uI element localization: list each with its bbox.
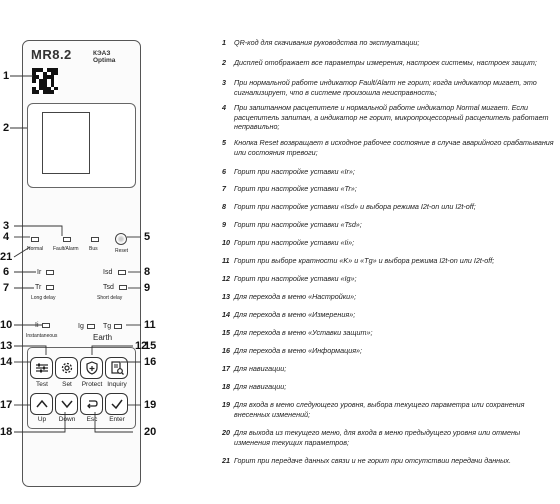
test-button[interactable] (30, 357, 53, 379)
test-label: Test (36, 381, 48, 388)
callout-19: 19 (144, 399, 157, 411)
isd-label: Isd (103, 269, 113, 276)
led-ir (46, 270, 54, 275)
return-arrow-icon (85, 398, 99, 410)
set-button[interactable] (55, 357, 78, 379)
tg-label: Tg (103, 323, 112, 330)
led-ii (42, 323, 50, 328)
inquiry-button[interactable] (105, 357, 128, 379)
trip-unit-front-panel (22, 40, 141, 487)
callout-1: 1 (3, 70, 10, 82)
legend-item: 14 Для перехода в меню «Измерения»; (222, 310, 356, 319)
callout-11: 11 (144, 319, 156, 331)
legend-item: 1 QR-код для скачивания руководства по эксплуатации; (222, 38, 420, 47)
legend-item: 8 Горит при настройке уставки «Isd» и выбора режима I2t-on или I2t-off; (222, 202, 476, 211)
tr-label: Tr (35, 284, 42, 291)
chevron-up-icon (35, 398, 49, 410)
led-bus (91, 237, 99, 242)
inquiry-label: Inquiry (107, 381, 127, 388)
up-button[interactable] (30, 393, 53, 415)
callout-20: 20 (144, 426, 157, 438)
callout-12: 12 (135, 340, 148, 352)
callout-14: 14 (0, 356, 13, 368)
short-delay-label: Short delay (97, 295, 123, 301)
earth-label: Earth (93, 333, 113, 342)
callout-8: 8 (144, 266, 151, 278)
ir-label: Ir (37, 269, 42, 276)
led-bus-label: Bus (89, 246, 98, 252)
up-label: Up (37, 416, 47, 423)
led-ig (87, 324, 95, 329)
callout-18: 18 (0, 426, 13, 438)
legend-item: 3 При нормальной работе индикатор Fault/Alarm не горит; когда индикатор мигает, это сигнализирует, что в системе произошла неисправность; (222, 78, 537, 97)
led-normal (31, 237, 39, 242)
led-tsd (119, 285, 127, 290)
legend-item: 17 Для навигации; (222, 364, 287, 373)
callout-13: 13 (0, 340, 13, 352)
down-button[interactable] (55, 393, 78, 415)
legend-item: 12 Горит при настройке уставки «Ig»; (222, 274, 357, 283)
legend-item: 19 Для входа в меню следующего уровня, выбора текущего параметра или сохранения внесенных изменений; (222, 400, 525, 419)
legend-item: 20 Для выхода из текущего меню, для входа в меню предыдущего уровня или отмены изменения текущих параметров; (222, 428, 521, 447)
esc-button[interactable] (80, 393, 103, 415)
gear-icon (60, 361, 74, 375)
reset-label: Reset (115, 248, 129, 254)
model-name: MR8.2 (31, 47, 72, 62)
tsd-label: Tsd (103, 284, 114, 291)
protect-button[interactable] (80, 357, 103, 379)
chevron-down-icon (60, 398, 74, 410)
callout-17: 17 (0, 399, 13, 411)
legend-item: 7 Горит при настройке уставки «Tr»; (222, 184, 357, 193)
callout-21: 21 (0, 251, 13, 263)
led-fault-alarm-label: Fault/Alarm (53, 246, 79, 252)
enter-button[interactable] (105, 393, 128, 415)
legend-item: 5 Кнопка Reset возвращает в исходное рабочее состояние в случае аварийного срабатывания или состояния тревоги; (222, 138, 554, 157)
legend-item: 4 При запитанном расцепителе и нормальной работе индикатор Normal мигает. Если расцепитель запитан, а индикатор не горит, микропроцессорный расцепитель работает неправильно; (222, 103, 549, 132)
shield-icon (85, 361, 99, 375)
callout-2: 2 (3, 122, 10, 134)
protect-label: Protect (81, 381, 103, 388)
ig-label: Ig (78, 323, 84, 330)
reset-button[interactable] (115, 233, 127, 245)
qr-code (32, 68, 58, 94)
callout-4: 4 (3, 231, 10, 243)
ii-label: Ii (35, 322, 39, 329)
instantaneous-label: Instantaneous (26, 333, 58, 339)
legend-item: 15 Для перехода в меню «Уставки защит»; (222, 328, 373, 337)
display-frame (27, 103, 136, 188)
lcd-display (42, 112, 90, 174)
legend-item: 21 Горит при передаче данных связи и не горит при отсутствии передачи данных. (222, 456, 512, 465)
led-tr (46, 285, 54, 290)
esc-label: Esc (86, 416, 98, 423)
legend-item: 10 Горит при настройке уставки «Ii»; (222, 238, 355, 247)
callout-15: 15 (144, 340, 157, 352)
enter-label: Enter (109, 416, 125, 423)
document-search-icon (110, 361, 124, 375)
callout-7: 7 (3, 282, 10, 294)
check-icon (110, 398, 124, 410)
legend-item: 16 Для перехода в меню «Информация»; (222, 346, 363, 355)
down-label: Down (58, 416, 76, 423)
callout-9: 9 (144, 282, 151, 294)
led-tg (114, 324, 122, 329)
callout-10: 10 (0, 319, 13, 331)
led-isd (118, 270, 126, 275)
set-label: Set (62, 381, 72, 388)
legend-item: 13 Для перехода в меню «Настройки»; (222, 292, 357, 301)
brand-logo: КЭАЗ Optima (93, 50, 116, 64)
long-delay-label: Long delay (31, 295, 56, 301)
sliders-icon (35, 362, 49, 374)
led-normal-label: Normal (27, 246, 44, 252)
legend-item: 2 Дисплей отображает все параметры измерения, настроек системы, настроек защит; (222, 58, 537, 67)
callout-6: 6 (3, 266, 10, 278)
legend-item: 18 Для навигации; (222, 382, 287, 391)
callout-3: 3 (3, 220, 10, 232)
legend-item: 11 Горит при выборе кратности «K» и «Tg» и выбора режима I2t-on или I2t-off; (222, 256, 495, 265)
legend-item: 9 Горит при настройке уставки «Tsd»; (222, 220, 362, 229)
callout-5: 5 (144, 231, 151, 243)
led-fault-alarm (63, 237, 71, 242)
legend-item: 6 Горит при настройке уставки «Ir»; (222, 167, 355, 176)
callout-16: 16 (144, 356, 157, 368)
